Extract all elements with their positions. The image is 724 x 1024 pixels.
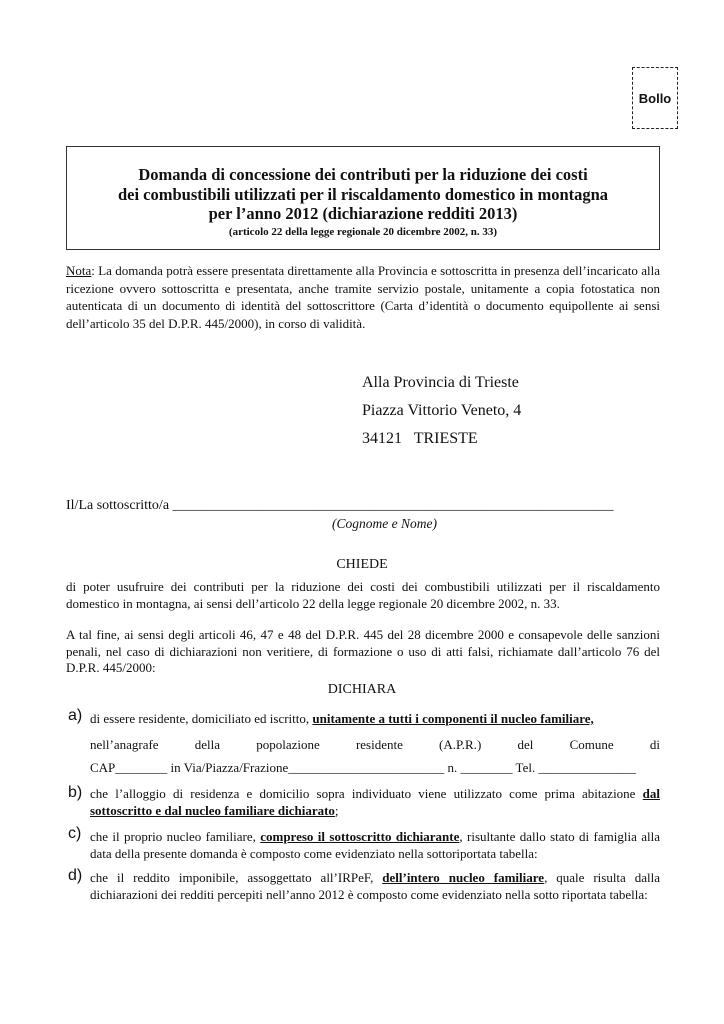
item-d-emphasis: dell’intero nucleo familiare (382, 870, 545, 885)
item-c-tail: , risultante dallo stato di famiglia alla data della presente domanda è composto come evidenziato nella sottoriportata tabella: (90, 829, 660, 861)
item-b-text: che l’alloggio di residenza e domicilio sopra individuato viene utilizzato come prima abitazione (90, 786, 636, 801)
title-line-2: dei combustibili utilizzati per il riscaldamento domestico in montagna (117, 184, 609, 204)
item-a-word: residente (355, 737, 403, 752)
item-a-line-1 (90, 711, 660, 728)
item-a-word: della (194, 737, 221, 752)
item-a-word: nell’anagrafe (90, 737, 159, 752)
address-line-1: Alla Provincia di Trieste (362, 374, 519, 391)
item-b-letter: b) (68, 784, 83, 801)
item-a-word: (A.P.R.) (439, 737, 482, 752)
chiede-text: di poter usufruire dei contributi per la riduzione dei costi dei combustibili utilizzati per il riscaldamento domestico in montagna, ai sensi dell’articolo 22 della legge regionale 20 dicembre 2002, n. 33. (66, 579, 660, 611)
item-c-text: che il proprio nucleo familiare, (90, 829, 256, 844)
item-d-tail: , quale risulta dalla dichiarazioni dei redditi percepiti nell’anno 2012 è composto come evidenziato nella sotto riportata tabella: (90, 870, 660, 902)
title-line-1: Domanda di concessione dei contributi per la riduzione dei costi (138, 165, 588, 184)
item-a-address-fields[interactable]: CAP________ in Via/Piazza/Frazione________________________ n. ________ Tel. _______________ (90, 760, 636, 775)
title-subtitle: (articolo 22 della legge regionale 20 dicembre 2002, n. 33) (228, 225, 498, 238)
signatory-row (66, 498, 614, 515)
note-paragraph (66, 262, 660, 332)
chiede-heading: CHIEDE (336, 557, 388, 572)
item-c-text-block (90, 829, 660, 862)
title-line-3: per l’anno 2012 (dichiarazione redditi 2013) (208, 204, 518, 223)
item-a-emphasis: unitamente a tutti i componenti il nucleo familiare, (312, 711, 594, 726)
stamp-box (632, 67, 678, 129)
item-c-emphasis: compreso il sottoscritto dichiarante (260, 829, 460, 844)
item-c-letter: c) (68, 825, 82, 842)
signatory-name-field[interactable]: _______________________________________________________________ (172, 498, 614, 513)
item-a-letter: a) (68, 707, 83, 724)
address-line-2: Piazza Vittorio Veneto, 4 (362, 402, 522, 419)
title-box (66, 146, 660, 250)
note-text: : La domanda potrà essere presentata direttamente alla Provincia e sottoscritta in presenza dell’incaricato alla ricezione ovvero sottoscritta e presentata, anche tramite servizio postale, unitamente a copia fotostatica non autenticata di un documento di identità del sottoscrittore (Carta d’identità o documento equipollente ai sensi dell’articolo 35 del D.P.R. 445/2000), in corso di validità. (66, 263, 660, 331)
item-a-word: di (649, 737, 660, 752)
item-a-word: del (517, 737, 534, 752)
stamp-label: Bollo (638, 90, 672, 106)
item-b-emphasis: dal sottoscritto e dal nucleo familiare dichiarato (90, 786, 661, 818)
item-a-word: popolazione (256, 737, 320, 752)
item-b-text-block (90, 786, 660, 819)
dichiara-heading: DICHIARA (327, 682, 397, 697)
item-b-tail: ; (334, 802, 339, 818)
address-line-3: 34121 TRIESTE (362, 430, 478, 447)
signatory-label: Il/La sottoscritto/a (66, 498, 170, 513)
item-d-letter: d) (68, 867, 83, 884)
item-a-word: Comune (569, 737, 614, 752)
item-a-line-2 (90, 737, 660, 754)
item-a-text: di essere residente, domiciliato ed iscritto, (90, 711, 310, 726)
note-label: Nota (66, 263, 92, 278)
signatory-caption: (Cognome e Nome) (332, 516, 437, 531)
intro-paragraph: A tal fine, ai sensi degli articoli 46, 47 e 48 del D.P.R. 445 del 28 dicembre 2000 e consapevole delle sanzioni penali, nel caso di dichiarazioni non veritiere, di formazione o uso di atti falsi, richiamate dall’articolo 76 del D.P.R. 445/2000: (66, 627, 660, 675)
item-d-text: che il reddito imponibile, assoggettato all’IRPeF, (90, 870, 374, 885)
item-d-text-block (90, 870, 660, 903)
